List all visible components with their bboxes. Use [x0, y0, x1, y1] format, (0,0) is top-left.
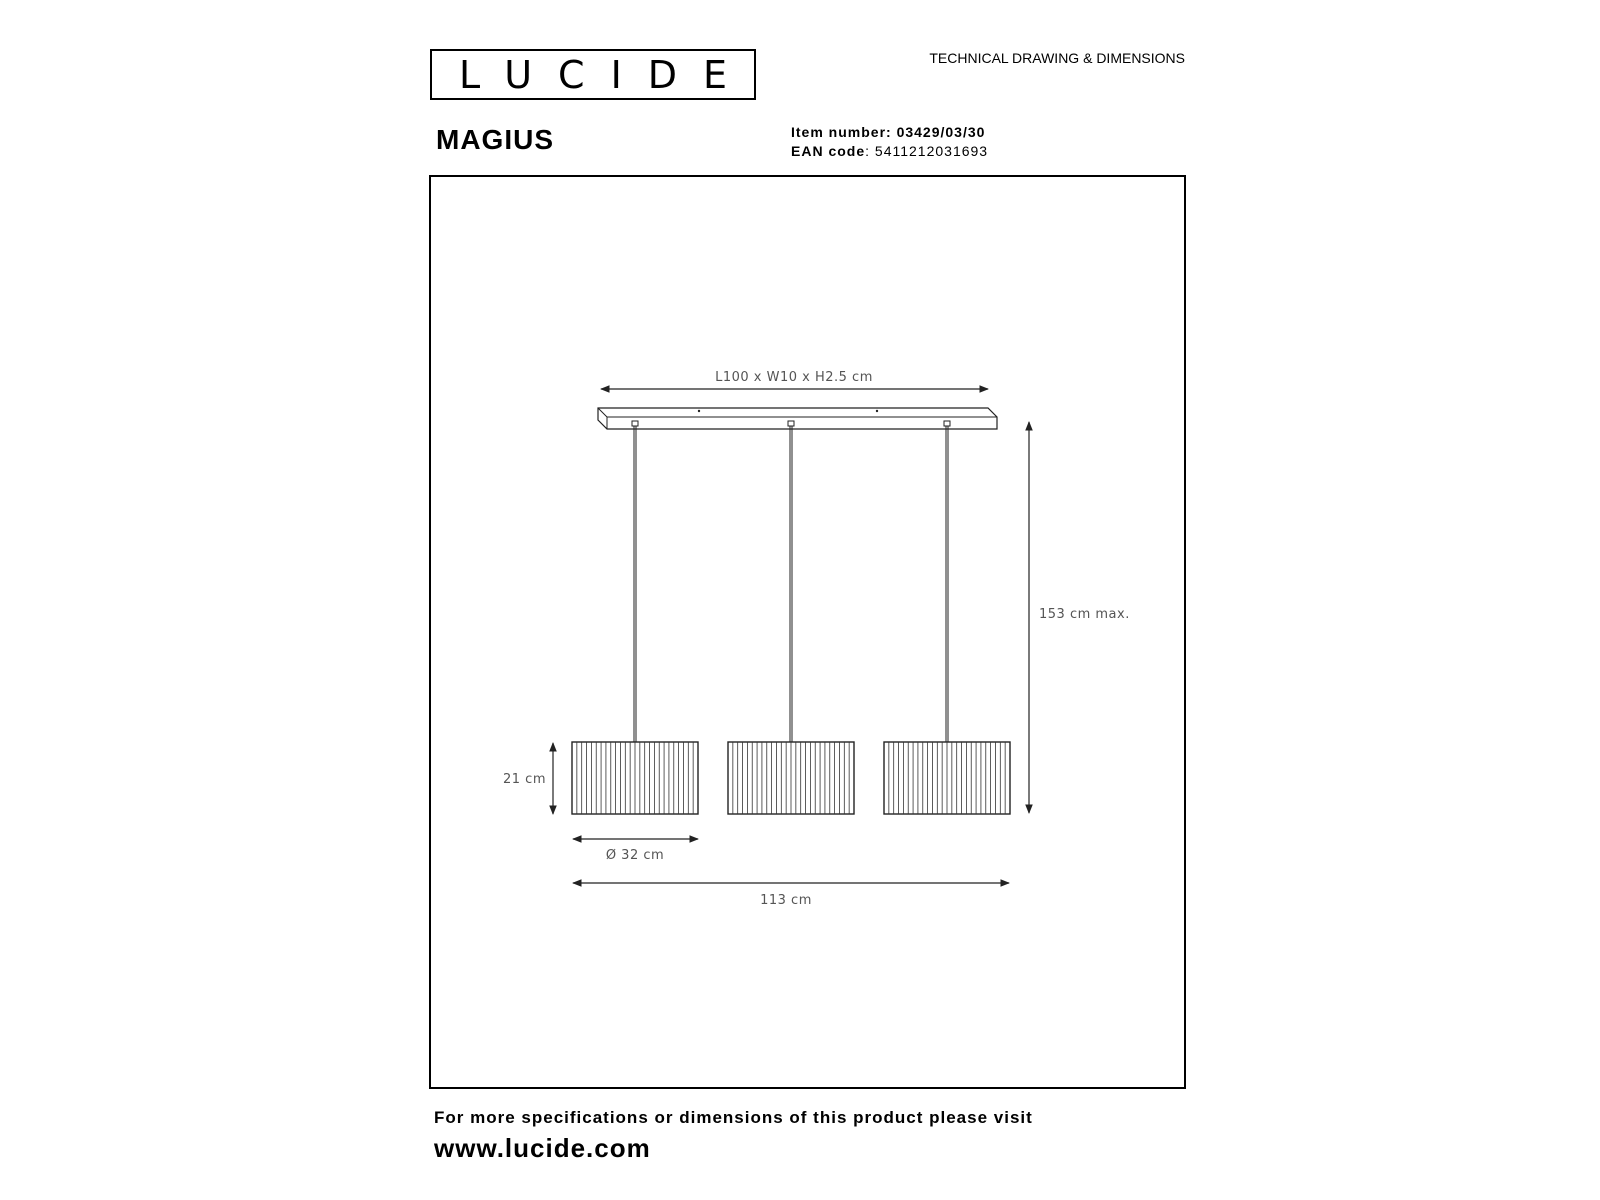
document-type-label: TECHNICAL DRAWING & DIMENSIONS — [929, 50, 1185, 66]
lamp-shade-left — [572, 742, 698, 814]
item-number-value: 03429/03/30 — [896, 124, 986, 140]
ean-line — [791, 143, 988, 159]
canopy-dimension-label: L100 x W10 x H2.5 cm — [715, 370, 873, 385]
brand-logo — [430, 49, 756, 100]
suspension-rods — [632, 421, 950, 742]
ean-label: EAN code — [791, 143, 866, 159]
ean-value: : 5411212031693 — [865, 143, 989, 159]
footer-note: For more specifications or dimensions of this product please visit — [434, 1108, 1033, 1127]
product-name: MAGIUS — [436, 124, 554, 155]
total-width-label: 113 cm — [760, 893, 812, 908]
footer-website-link[interactable]: www.lucide.com — [434, 1133, 651, 1163]
height-dimension-label: 153 cm max. — [1039, 607, 1130, 622]
lamp-shade-center — [728, 742, 854, 814]
item-number-label: Item number: — [791, 124, 892, 140]
shade-height-label: 21 cm — [503, 772, 546, 787]
brand-logo-text: LUCIDE — [458, 52, 754, 97]
item-number-line — [791, 124, 985, 140]
shade-diameter-label: Ø 32 cm — [605, 848, 665, 863]
canopy-bar — [598, 408, 997, 429]
technical-drawing — [431, 177, 1184, 1087]
lamp-shade-right — [884, 742, 1010, 814]
